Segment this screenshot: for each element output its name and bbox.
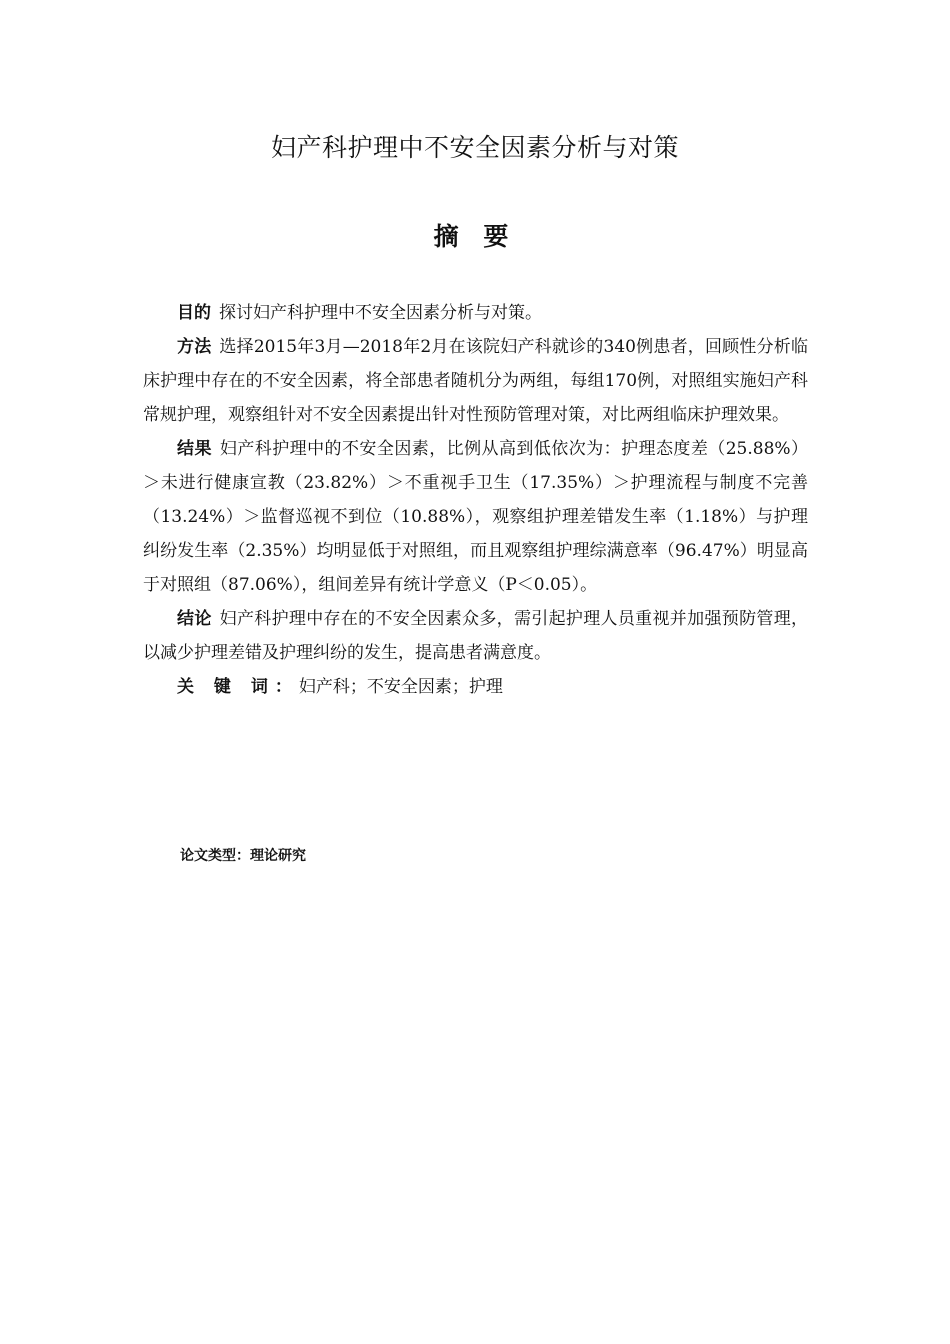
conclusion-paragraph: [143, 602, 808, 670]
keywords-label: 关 键 词：: [177, 677, 299, 697]
results-text: 妇产科护理中的不安全因素，比例从高到低依次为：护理态度差（25.88%）＞未进行健康宣教（23.82%）＞不重视手卫生（17.35%）＞护理流程与制度不完善（13.24%）＞监督巡视不到位（10.88%），观察组护理差错发生率（1.18%）与护理纠纷发生率（2.35%）均明显低于对照组，而且观察组护理综满意率（96.47%）明显高于对照组（87.06%），组间差异有统计学意义（P＜0.05）。: [143, 439, 808, 595]
method-label: 方法: [177, 337, 212, 357]
abstract-body: [143, 296, 808, 704]
conclusion-text: 妇产科护理中存在的不安全因素众多，需引起护理人员重视并加强预防管理，以减少护理差错及护理纠纷的发生，提高患者满意度。: [143, 609, 809, 663]
objective-text: 探讨妇产科护理中不安全因素分析与对策。: [219, 303, 542, 323]
results-paragraph: [143, 432, 808, 602]
method-text: 选择2015年3月—2018年2月在该院妇产科就诊的340例患者，回顾性分析临床护理中存在的不安全因素，将全部患者随机分为两组，每组170例，对照组实施妇产科常规护理，观察组针对不安全因素提出针对性预防管理对策，对比两组临床护理效果。: [143, 337, 809, 425]
keywords-text: 妇产科；不安全因素；护理: [298, 677, 503, 697]
method-paragraph: [143, 330, 808, 432]
results-label: 结果: [177, 439, 212, 459]
keywords-paragraph: [143, 670, 808, 704]
objective-paragraph: [143, 296, 808, 330]
conclusion-label: 结论: [177, 609, 212, 629]
paper-type: 论文类型：理论研究: [180, 848, 306, 864]
abstract-heading: 摘 要: [433, 222, 517, 251]
objective-label: 目的: [177, 303, 211, 323]
paper-title: 妇产科护理中不安全因素分析与对策: [270, 133, 679, 162]
